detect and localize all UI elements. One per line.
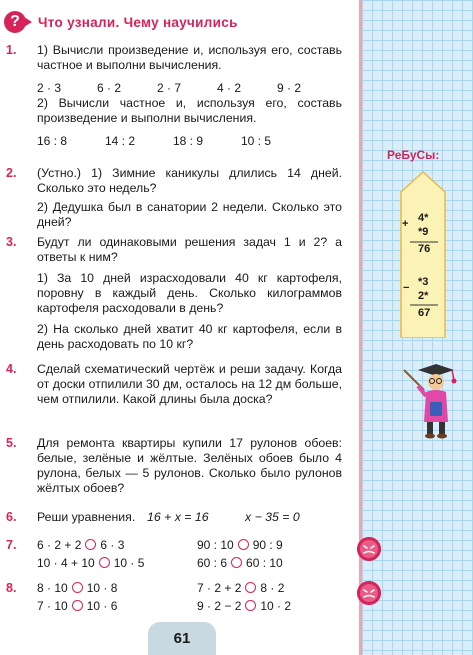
task-text: 1) Вычисли произведение и, используя его, составь частное и выполни вычисления. xyxy=(37,43,342,72)
expression: 60 : 10 xyxy=(246,556,283,570)
expression: 10 : 5 xyxy=(241,134,272,148)
task-body xyxy=(37,436,342,496)
equation: 16 + x = 16 xyxy=(147,510,209,524)
expression-row xyxy=(37,81,342,96)
task-body xyxy=(37,235,342,352)
task-body xyxy=(37,43,342,149)
compare-circle-icon[interactable] xyxy=(72,582,83,593)
expression: 14 : 2 xyxy=(105,134,136,148)
rebus-card xyxy=(398,170,448,338)
task-text: Для ремонта квартиры купили 17 рулонов обоев: белые, зелёные и жёлтые. Зелёных обоев было 4 рулона, белых — 5 рулонов. Сколько было рулонов жёлтых обоев? xyxy=(37,436,342,495)
comparison-grid xyxy=(37,538,342,571)
task-number: 1. xyxy=(6,43,17,57)
task-number: 6. xyxy=(6,510,17,524)
task-text: 2) Вычисли частное и, используя его, составь произведение и выполни вычисления. xyxy=(37,96,342,125)
page-title: Что узнали. Чему научились xyxy=(38,14,238,30)
rebus-operand: *3 xyxy=(418,276,429,288)
emoticon-icon xyxy=(357,537,381,561)
expression: 4 · 2 xyxy=(217,81,242,95)
expression: 6 · 2 + 2 xyxy=(37,538,82,552)
expression: 7 · 10 xyxy=(37,599,68,613)
comparison xyxy=(197,556,347,571)
task-number: 3. xyxy=(6,235,17,249)
task-text: Будут ли одинаковыми решения задач 1 и 2? а ответы к ним? xyxy=(37,235,342,264)
task-text: 1) За 10 дней израсходовали 40 кг картофеля, поровну в каждый день. Сколько килограммов картофеля расходовали в день? xyxy=(37,271,342,315)
comparison xyxy=(37,599,197,614)
task-body xyxy=(37,510,342,525)
expression: 10 · 5 xyxy=(113,556,145,570)
expression: 10 · 2 xyxy=(260,599,292,613)
expression: 7 · 2 + 2 xyxy=(197,581,242,595)
task-number: 2. xyxy=(6,166,17,180)
compare-circle-icon[interactable] xyxy=(85,539,96,550)
task-text: 2) Дедушка был в санатории 2 недели. Сколько это дней? xyxy=(37,200,342,229)
comparison xyxy=(37,581,197,596)
expression: 2 · 7 xyxy=(157,81,182,95)
task-text: Сделай схематический чертёж и реши задачу. Когда от доски отпилили 30 дм, осталось на 12 дм больше, чем отпилили. Какой длины была доска? xyxy=(37,362,342,406)
rebus-operand: *9 xyxy=(418,226,429,238)
question-badge-icon: ? xyxy=(4,11,26,33)
compare-circle-icon[interactable] xyxy=(72,600,83,611)
rebus-result: 67 xyxy=(418,307,431,319)
expression: 9 · 2 xyxy=(277,81,302,95)
expression: 9 · 2 − 2 xyxy=(197,599,242,613)
comparison-grid xyxy=(37,581,342,614)
task-number: 5. xyxy=(6,436,17,450)
expression: 6 · 2 xyxy=(97,81,122,95)
rebus-result: 76 xyxy=(418,243,431,255)
expression: 6 · 3 xyxy=(100,538,125,552)
compare-circle-icon[interactable] xyxy=(99,557,110,568)
teacher-illustration-icon xyxy=(402,360,468,440)
rebus-sign: + xyxy=(402,218,409,230)
rebus-operand: 2* xyxy=(418,290,429,302)
expression-row xyxy=(37,134,342,149)
section-header xyxy=(0,10,238,34)
emoticon-icon xyxy=(357,581,381,605)
compare-circle-icon[interactable] xyxy=(245,600,256,611)
badge-arrow-icon xyxy=(24,17,32,27)
expression: 10 · 6 xyxy=(86,599,118,613)
expression: 60 : 6 xyxy=(197,556,228,570)
expression: 10 · 4 + 10 xyxy=(37,556,95,570)
compare-circle-icon[interactable] xyxy=(231,557,242,568)
comparison xyxy=(197,599,347,614)
comparison xyxy=(37,556,197,571)
comparison xyxy=(197,581,347,596)
expression: 10 · 8 xyxy=(86,581,118,595)
task-number: 4. xyxy=(6,362,17,376)
comparison xyxy=(197,538,347,553)
compare-circle-icon[interactable] xyxy=(238,539,249,550)
rebus-title: РеБуСы: xyxy=(387,148,440,162)
expression: 90 : 10 xyxy=(197,538,234,552)
task-body xyxy=(37,362,342,407)
task-body xyxy=(37,581,342,614)
expression: 2 · 3 xyxy=(37,81,62,95)
rebus-operand: 4* xyxy=(418,212,429,224)
expression: 8 · 10 xyxy=(37,581,68,595)
task-text: Реши уравнения. xyxy=(37,510,136,524)
expression: 18 : 9 xyxy=(173,134,204,148)
expression: 90 : 9 xyxy=(252,538,283,552)
task-text: (Устно.) 1) Зимние каникулы длились 14 дней. Сколько это недель? xyxy=(37,166,342,195)
expression: 16 : 8 xyxy=(37,134,68,148)
equation: x − 35 = 0 xyxy=(245,510,300,524)
task-text: 2) На сколько дней хватит 40 кг картофеля, если в день расходовать по 10 кг? xyxy=(37,322,342,351)
task-body xyxy=(37,538,342,571)
rebus-sign: − xyxy=(403,282,410,294)
compare-circle-icon[interactable] xyxy=(245,582,256,593)
task-body xyxy=(37,166,342,230)
page-number: 61 xyxy=(148,622,216,655)
expression: 8 · 2 xyxy=(260,581,285,595)
task-number: 7. xyxy=(6,538,17,552)
comparison xyxy=(37,538,197,553)
task-number: 8. xyxy=(6,581,17,595)
